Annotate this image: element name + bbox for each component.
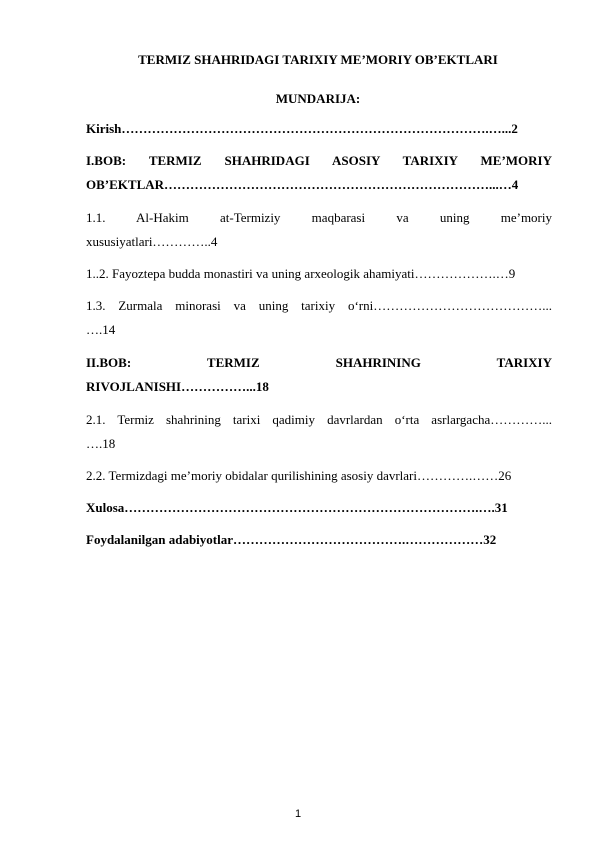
toc-heading: MUNDARIJA: (275, 91, 361, 106)
toc-entry-bob1-continued: OB’EKTLAR…………………………………………………………………...…4 (86, 177, 519, 192)
toc-entry-1-1: 1.1. Al-Hakim at-Termiziy maqbarasi va uning me’moriy (86, 210, 552, 225)
toc-entry-bob2: II.BOB: TERMIZ SHAHRINING TARIXIY (86, 355, 552, 370)
toc-entry-2-1-continued: ….18 (86, 436, 116, 451)
toc-entry-1-1-continued: xususiyatlari…………..4 (86, 234, 218, 249)
toc-entry-1-2: 1..2. Fayoztepa budda monastiri va uning arxeologik ahamiyati……………….…9 (86, 266, 516, 281)
toc-entry-1-3: 1.3. Zurmala minorasi va uning tarixiy o‘rni…………………………………... (86, 298, 552, 313)
toc-entry-adabiyotlar: Foydalanilgan adabiyotlar………………………………….………………32 (86, 532, 497, 547)
page-number: 1 (294, 808, 302, 820)
toc-entry-xulosa: Xulosa……………………………………………………………………….….31 (86, 500, 508, 515)
toc-entry-2-1: 2.1. Termiz shahrining tarixi qadimiy davrlardan o‘rta asrlargacha…………... (86, 412, 552, 427)
toc-entry-bob1: I.BOB: TERMIZ SHAHRIDAGI ASOSIY TARIXIY ME’MORIY (86, 153, 552, 168)
toc-entry-kirish: Kirish………………………………………………………………………….…...2 (86, 121, 518, 136)
toc-entry-2-2: 2.2. Termizdagi me’moriy obidalar qurilishining asosiy davrlari………….……26 (86, 468, 512, 483)
toc-entry-bob2-continued: RIVOJLANISHI……………...18 (86, 379, 269, 394)
document-title: TERMIZ SHAHRIDAGI TARIXIY ME’MORIY OB’EKTLARI (138, 52, 498, 67)
toc-entry-1-3-continued: ….14 (86, 322, 116, 337)
